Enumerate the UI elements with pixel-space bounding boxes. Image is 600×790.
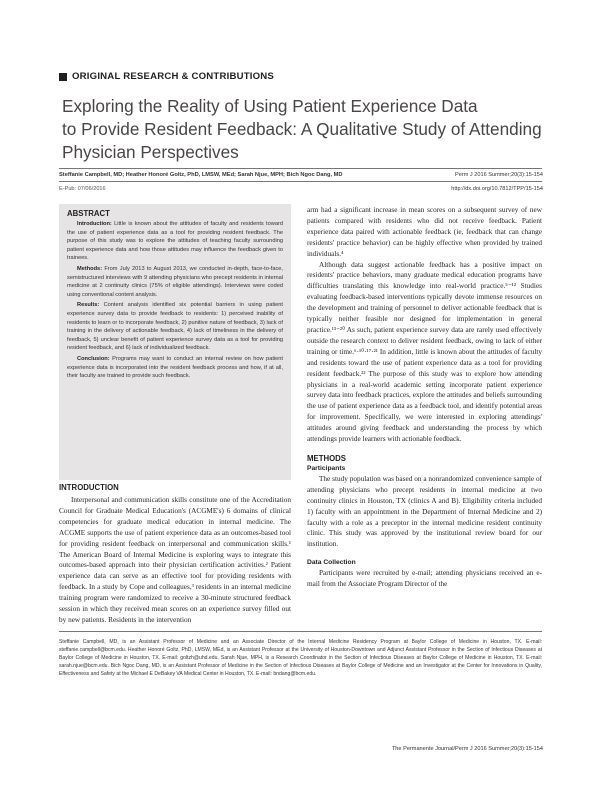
title-line: Physician Perspectives xyxy=(62,142,239,162)
journal-citation: Perm J 2016 Summer;20(3):15-154 xyxy=(455,172,543,178)
abstract-introduction xyxy=(67,220,283,263)
title-rule xyxy=(59,168,542,169)
participants-paragraph: The study population was based on a nonrandomized convenience sample of attending physicians who precept residents in internal medicine at two continuity clinics in Houston, TX (clinics A and B). Eligibility criteria included 1) faculty with an appointment in the Department of Internal Medicine and 2) faculty with a role as a preceptor in the internal medicine resident continuity clinic. This study was approved by the institutional review board for our institution. xyxy=(307,474,542,549)
participants-heading: Participants xyxy=(307,464,346,472)
abstract-results xyxy=(67,301,283,353)
title-line: Exploring the Reality of Using Patient Experience Data xyxy=(62,96,478,116)
methods-heading: METHODS xyxy=(307,453,346,463)
epub-date: E-Pub: 07/06/2016 xyxy=(59,186,106,192)
right-column xyxy=(307,205,542,790)
introduction-paragraph: Interpersonal and communication skills constitute one of the Accreditation Council for Graduate Medical Education's (ACGME's) 6 domains of clinical competencies for graduate medical education in internal medicine. The ACGME supports the use of patient experience data as an outcomes-based tool for providing resident feedback on interpersonal and communication skills.¹ The American Board of Internal Medicine is exploring ways to integrate this outcomes-based approach into their physician certification activities.² Patient experience data can serve as an effective tool for providing residents with feedback. In a study by Cope and colleagues,³ residents in an internal medicine training program were randomized to receive a 30-minute structured feedback session in which they received mean scores on an experience survey filled out by new patients. Residents in the intervention xyxy=(59,496,291,624)
abstract-label: Introduction: xyxy=(77,221,112,227)
abstract-label: Conclusion: xyxy=(77,355,110,362)
square-bullet-icon xyxy=(59,73,67,81)
abstract-heading: ABSTRACT xyxy=(67,209,110,218)
body-paragraph: arm had a significant increase in mean scores on a subsequent survey of new patients compared with residents who did not receive feedback. Patient experience data paired with actionable feedback (ie, feedback that can change residents' practice behavior) can be highly effective when provided by trained individuals.⁴ xyxy=(307,206,542,258)
page-footer: The Permanente Journal/Perm J 2016 Summer;20(3):15-154 xyxy=(391,746,543,752)
author-list: Steffanie Campbell, MD; Heather Honoré Goltz, PhD, LMSW, MEd; Sarah Njue, MPH; Bich Ngoc Dang, MD xyxy=(59,172,343,178)
data-collection-paragraph: Participants were recruited by e-mail; attending physicians received an e-mail from the Associate Program Director of the xyxy=(307,569,542,589)
author-rule xyxy=(59,181,542,182)
data-collection-heading: Data Collection xyxy=(307,559,356,567)
abstract-label: Methods: xyxy=(77,265,103,272)
abstract-label: Results: xyxy=(77,302,100,309)
abstract-text: Programs may want to conduct an internal review on how patient experience data is incorporated into the resident feedback process and how, if at all, their faculty are trained to provide such feedback. xyxy=(67,355,283,380)
abstract-box xyxy=(59,204,291,480)
abstract-text: From July 2013 to August 2013, we conducted in-depth, face-to-face, semistructured interviews with 9 attending physicians who precept residents in internal medicine at 2 continuity clinics (75% of eligible attendings). Interviews were coded using conventional content analysis. xyxy=(67,265,283,298)
footnote-rule xyxy=(59,631,542,632)
author-affiliations-footnote: Steffanie Campbell, MD, is an Assistant Professor of Medicine and an Associate Director of the Internal Medicine Residency Program at Baylor College of Medicine in Houston, TX. E-mail: steffanie.campbell@bcm.edu. Heather Honoré Goltz, PhD, LMSW, MEd, is an Assistant Professor at the University of Houston-Downtown and Adjunct Assistant Professor in the Section of Infectious Diseases at Baylor College of Medicine in Houston, TX. E-mail: goltzh@uhd.edu. Sarah Njue, MPH, is a Research Coordinator in the Section of Infectious Diseases at Baylor College of Medicine in Houston, TX. E-mail: sarah.njue@bcm.edu. Bich Ngoc Dang, MD, is an Assistant Professor of Medicine in the Section of Infectious Diseases at Baylor College of Medicine and an Investigator at the Center for Innovations in Quality, Effectiveness and Safety at the Michael E DeBakey VA Medical Center in Houston, TX. E-mail: bndang@bcm.edu. xyxy=(59,639,542,678)
title-line: to Provide Resident Feedback: A Qualitative Study of Attending xyxy=(62,119,542,139)
body-paragraph: Although data suggest actionable feedback has a positive impact on residents' practice behaviors, many graduate medical education programs have difficulties translating this knowledge into real-world practice.⁵⁻¹² Studies evaluating feedback-based interventions typically devote immense resources on the development and training of personnel to deliver actionable feedback that is typically neither feasible nor designed for implementation in general practice.¹³⁻²⁰ As such, patient experience survey data are rarely used effectively outside the research context to deliver resident feedback, owing to lack of either training or time.⁶·¹⁰·¹⁷·²¹ In addition, little is known about the attitudes of faculty and residents toward the use of patient experience data as a tool for providing resident feedback.²² The purpose of this study was to explore how attending physicians in a real-world academic setting incorporate patient experience survey data into feedback practices, explore the attitudes and beliefs surrounding the use of patient experience data as a feedback tool, and identify potential areas for improvement. Specifically, we were interested in exploring attendings' attitudes around giving feedback and understanding the process by which attendings provide learners with actionable feedback. xyxy=(307,260,542,444)
article-title xyxy=(62,95,542,164)
section-label-text: ORIGINAL RESEARCH & CONTRIBUTIONS xyxy=(72,71,275,82)
abstract-text: Little is known about the attitudes of faculty and residents toward the use of patient experience data as a tool for providing resident feedback. The purpose of this study was to explore the attitudes of teaching faculty surrounding patient experience data and how those attitudes may influence the feedback given to trainees. xyxy=(67,221,283,262)
introduction-heading: INTRODUCTION xyxy=(59,483,119,492)
doi-link[interactable]: http://dx.doi.org/10.7812/TPP/15-154 xyxy=(451,186,543,192)
section-label xyxy=(59,71,274,82)
left-column xyxy=(59,480,291,760)
abstract-methods xyxy=(67,265,283,299)
abstract-conclusion xyxy=(67,355,283,381)
abstract-text: Content analysis identified six potential barriers in using patient experience survey data to provide feedback to residents: 1) perceived inability of residents to learn or to incorporate feedback, 2) punitive nature of feedback, 3) lack of training in the delivery of actionable feedback, 4) lack of timeliness in the delivery of feedback, 5) unclear benefit of patient experience survey data as a tool for providing resident feedback, and 6) lack of individualized feedback. xyxy=(67,302,283,352)
